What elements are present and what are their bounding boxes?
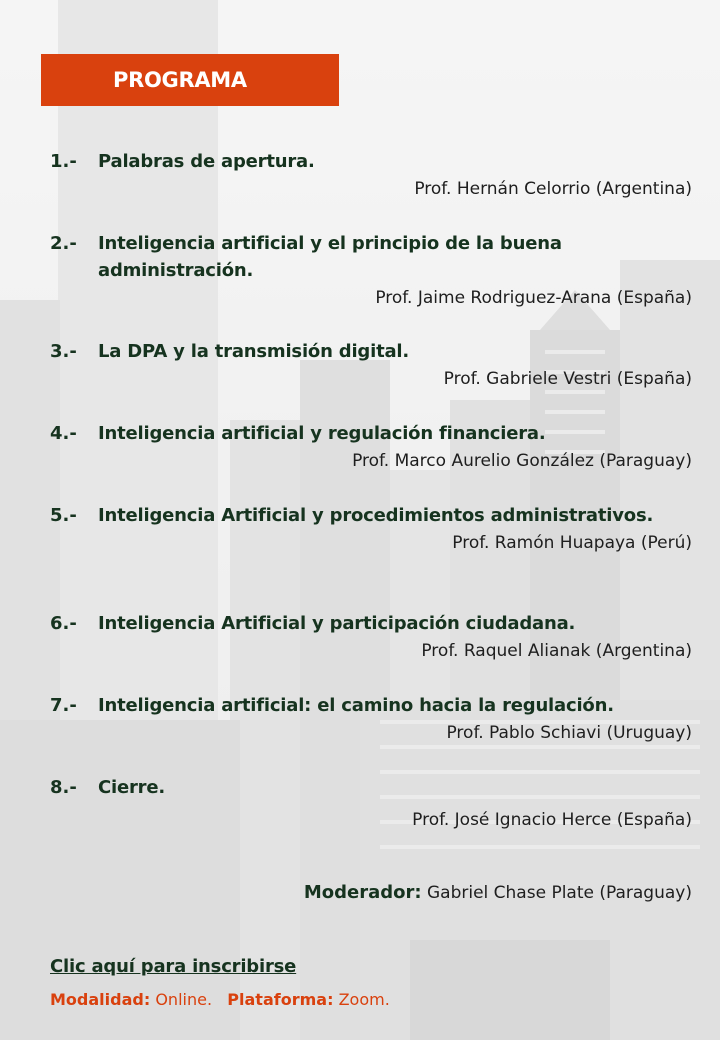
moderator-name: Gabriel Chase Plate (Paraguay) [426,883,692,903]
item-title: La DPA y la transmisión digital. [98,341,410,362]
program-item-5 [50,502,692,556]
program-item-8 [50,774,692,833]
platform-label: Plataforma: [227,990,334,1009]
item-speaker: Prof. José Ignacio Herce (España) [412,810,692,830]
program-item-6 [50,610,692,664]
event-info-line [50,990,390,1009]
item-title: Inteligencia artificial y el principio de la buena administración. [98,233,562,281]
program-item-4 [50,420,692,474]
item-number: 7.- [50,695,77,716]
item-speaker: Prof. Raquel Alianak (Argentina) [421,641,692,661]
modality-value: Online. [155,990,213,1009]
item-number: 1.- [50,151,77,172]
program-item-3 [50,338,692,392]
program-title-banner: PROGRAMA [41,54,339,106]
item-title: Inteligencia artificial: el camino hacia la regulación. [98,695,614,716]
item-title: Inteligencia artificial y regulación financiera. [98,423,546,444]
item-number: 6.- [50,613,77,634]
item-speaker: Prof. Hernán Celorrio (Argentina) [414,179,692,199]
item-number: 2.- [50,233,77,254]
item-speaker: Prof. Pablo Schiavi (Uruguay) [446,723,692,743]
item-title: Inteligencia Artificial y procedimientos administrativos. [98,505,654,526]
item-speaker: Prof. Marco Aurelio González (Paraguay) [352,451,692,471]
item-speaker: Prof. Ramón Huapaya (Perú) [452,533,692,553]
moderator-label: Moderador: [303,882,422,903]
item-title: Cierre. [98,777,165,798]
moderator-line [304,882,692,903]
modality-label: Modalidad: [50,990,151,1009]
item-number: 8.- [50,777,77,798]
platform-value: Zoom. [338,990,390,1009]
item-number: 3.- [50,341,77,362]
item-speaker: Prof. Gabriele Vestri (España) [443,369,692,389]
program-item-7 [50,692,692,746]
item-title: Palabras de apertura. [98,151,315,172]
register-link[interactable]: Clic aquí para inscribirse [50,956,297,977]
item-number: 4.- [50,423,77,444]
item-number: 5.- [50,505,77,526]
program-item-2 [50,230,692,311]
item-title: Inteligencia Artificial y participación ciudadana. [98,613,576,634]
program-item-1 [50,148,692,202]
item-speaker: Prof. Jaime Rodriguez-Arana (España) [375,288,692,308]
